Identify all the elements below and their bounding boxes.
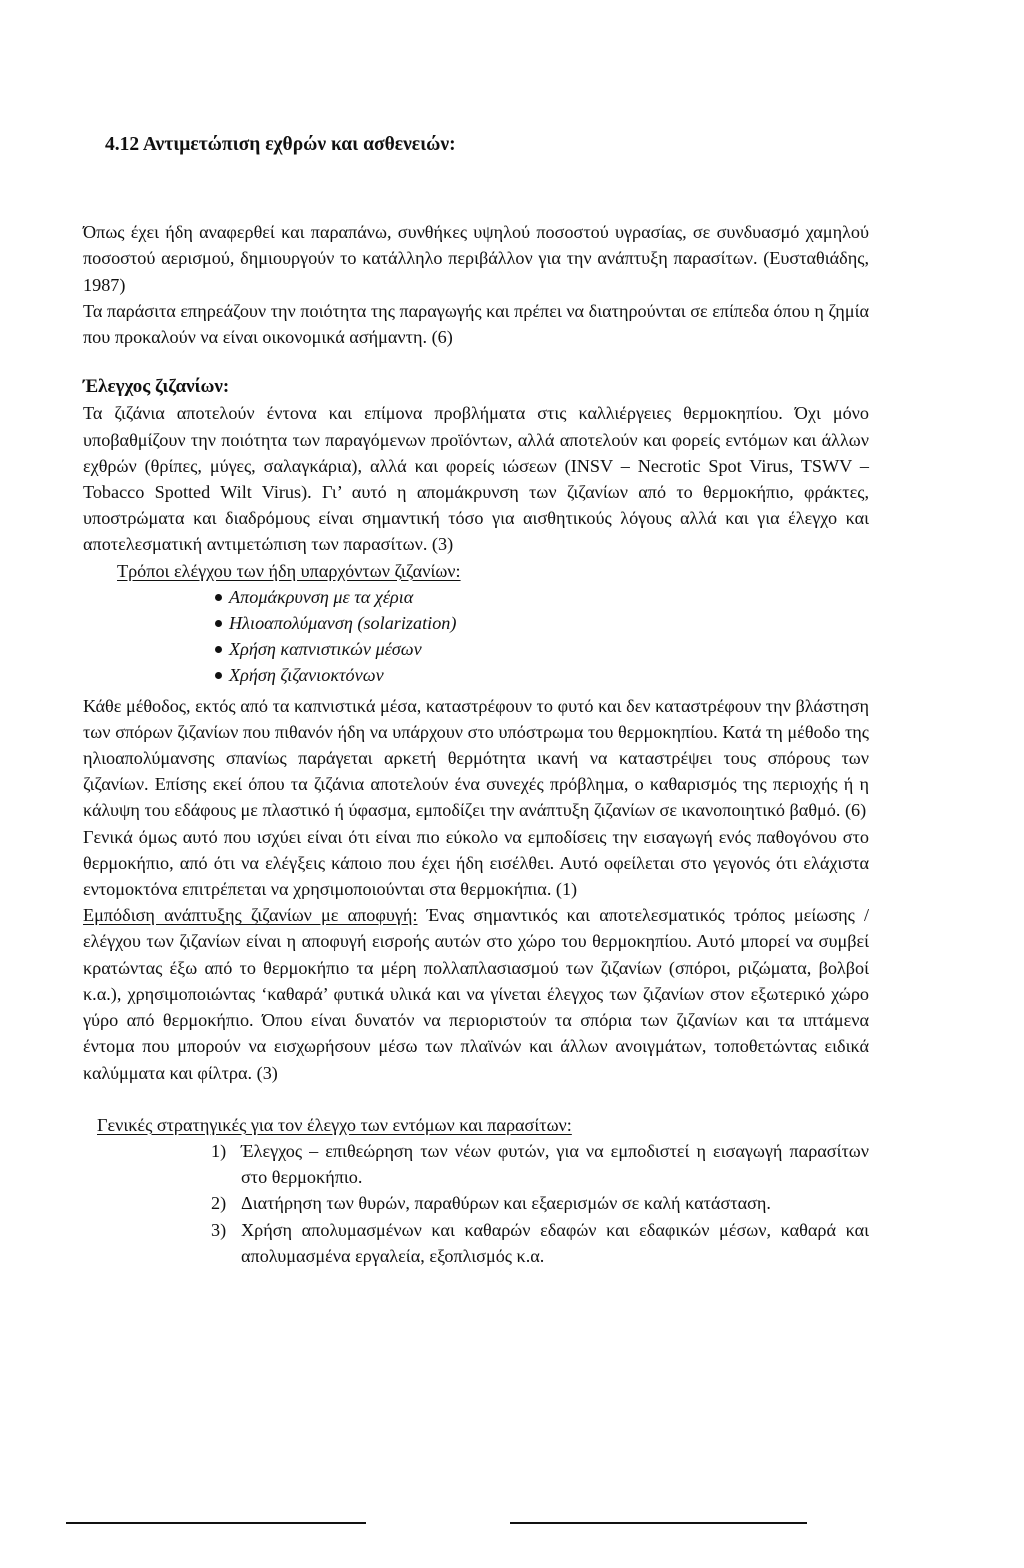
prevention-paragraph: [83, 902, 869, 1085]
methods-paragraph: Κάθε μέθοδος, εκτός από τα καπνιστικά μέσα, καταστρέφουν το φυτό και δεν καταστρέφουν την βλάστηση των σπόρων ζιζανίων που πιθανόν ήδη να υπάρχουν στο υπόστρωμα του θερμοκηπίου. Κατά τη μέθοδο της ηλιοαπολύμανσης σπανίως παράγεται αρκετή θερμότητα ικανή να καταστρέψει τους σπόρους των ζιζανίων. Επίσης εκεί όπου τα ζιζάνια αποτελούν ένα συνεχές πρόβλημα, ο καθαρισμός της περιοχής ή η κάλυψη του εδάφους με πλαστικό ή ύφασμα, εμποδίζει την ανάπτυξη ζιζανίων σε ικανοποιητικό βαθμό. (6): [83, 695, 869, 821]
list-item: 2) Διατήρηση των θυρών, παραθύρων και εξαερισμών σε καλή κατάσταση.: [211, 1193, 771, 1214]
list-item: 3) Χρήση απολυμασμένων και καθαρών εδαφών και εδαφικών μέσων, καθαρά και απολυμασμένα εργαλεία, εξοπλισμός κ.α.: [211, 1219, 869, 1266]
general-paragraph: Γενικά όμως αυτό που ισχύει είναι ότι είναι πιο εύκολο να εμποδίσεις την εισαγωγή ενός παθογόνου στο θερμοκήπιο, από ότι να ελέγξεις κάποιο που έχει ήδη εισέλθει. Αυτό οφείλεται στο γεγονός ότι ελάχιστα εντομοκτόνα επιτρέπεται να χρησιμοποιούνται στα θερμοκήπια. (1): [83, 826, 869, 900]
intro-paragraph-1: Όπως έχει ήδη αναφερθεί και παραπάνω, συνθήκες υψηλού ποσοστού υγρασίας, σε συνδυασμό χαμηλού ποσοστού αερισμού, δημιουργούν το κατάλληλο περιβάλλον για την ανάπτυξη παρασίτων. (Ευσταθιάδης, 1987): [83, 222, 869, 295]
section-heading: 4.12 Αντιμετώπιση εχθρών και ασθενειών:: [105, 134, 456, 155]
bullet-icon: [215, 646, 222, 653]
intro-paragraph-2: Τα παράσιτα επηρεάζουν την ποιότητα της παραγωγής και πρέπει να διατηρούνται σε επίπεδα όπου η ζημία που προκαλούν να είναι οικονομικά ασήμαντη. (6): [83, 300, 869, 348]
methods-subheading: Τρόποι ελέγχου των ήδη υπαρχόντων ζιζανίων:: [117, 560, 461, 581]
prevention-text: Ένας σημαντικός και αποτελεσματικός τρόπος μείωσης / ελέγχου των ζιζανίων είναι η αποφυγή εισροής αυτών στο χώρο του θερμοκηπίου. Αυτό μπορεί να συμβεί κρατώντας έξω από το θερμοκήπιο τα μέρη πολλαπλασιασμού των ζιζανίων (σπόροι, ριζώματα, βολβοί κ.α.), χρησιμοποιώντας ‘καθαρά’ φυτικά υλικά και να γίνεται έλεγχος των ζιζανίων στον εξωτερικό χώρο γύρο από θερμοκήπιο. Όπου είναι δυνατόν να περιοριστούν τα σπόρια των ζιζανίων και τα ιπτάμενα έντομα που μπορούν να εισχωρήσουν μέσω των πλαϊνών και άλλων ανοιγμάτων, τοποθετώντας ειδικά καλύμματα και φίλτρα. (3): [83, 905, 870, 1083]
strategies-list: [83, 1138, 869, 1269]
bullet-icon: [215, 620, 222, 627]
prevention-subheading: Εμπόδιση ανάπτυξης ζιζανίων με αποφυγή:: [83, 905, 418, 926]
page-content: [83, 128, 869, 1269]
list-item: 1) Έλεγχος – επιθεώρηση των νέων φυτών, για να εμποδιστεί η εισαγωγή παρασίτων στο θερμοκήπιο.: [211, 1140, 869, 1188]
methods-list: [83, 584, 869, 689]
strategies-subheading: Γενικές στρατηγικές για τον έλεγχο των εντόμων και παρασίτων:: [97, 1114, 572, 1135]
bullet-icon: [215, 594, 222, 601]
bullet-icon: [215, 672, 222, 679]
weeds-paragraph: Τα ζιζάνια αποτελούν έντονα και επίμονα προβλήματα στις καλλιέργειες θερμοκηπίου. Όχι μόνο υποβαθμίζουν την ποιότητα των παραγόμενων προϊόντων, αλλά αποτελούν και φορείς εντόμων και άλλων εχθρών (θρίπες, μύγες, σαλαγκάρια), αλλά και φορείς ιώσεων (INSV – Necrotic Spot Virus, TSWV – Tobacco Spotted Wilt Virus). Γι’ αυτό η απομάκρυνση των ζιζανίων από το θερμοκήπιο, φράκτες, υποστρώματα και διαδρόμους είναι σημαντική τόσο για αισθητικούς λόγους αλλά και για έλεγχο και αποτελεσματική αντιμετώπιση των παρασίτων. (3): [83, 403, 869, 555]
list-item: Χρήση καπνιστικών μέσων: [223, 636, 869, 662]
weeds-subheading: Έλεγχος ζιζανίων:: [83, 376, 230, 398]
list-item: Χρήση ζιζανιοκτόνων: [223, 662, 869, 688]
list-item: Απομάκρυνση με τα χέρια: [223, 584, 869, 610]
footnote-rule-right: [510, 1522, 807, 1524]
list-item: Ηλιοαπολύμανση (solarization): [223, 610, 869, 636]
footnote-rule-left: [66, 1522, 366, 1524]
